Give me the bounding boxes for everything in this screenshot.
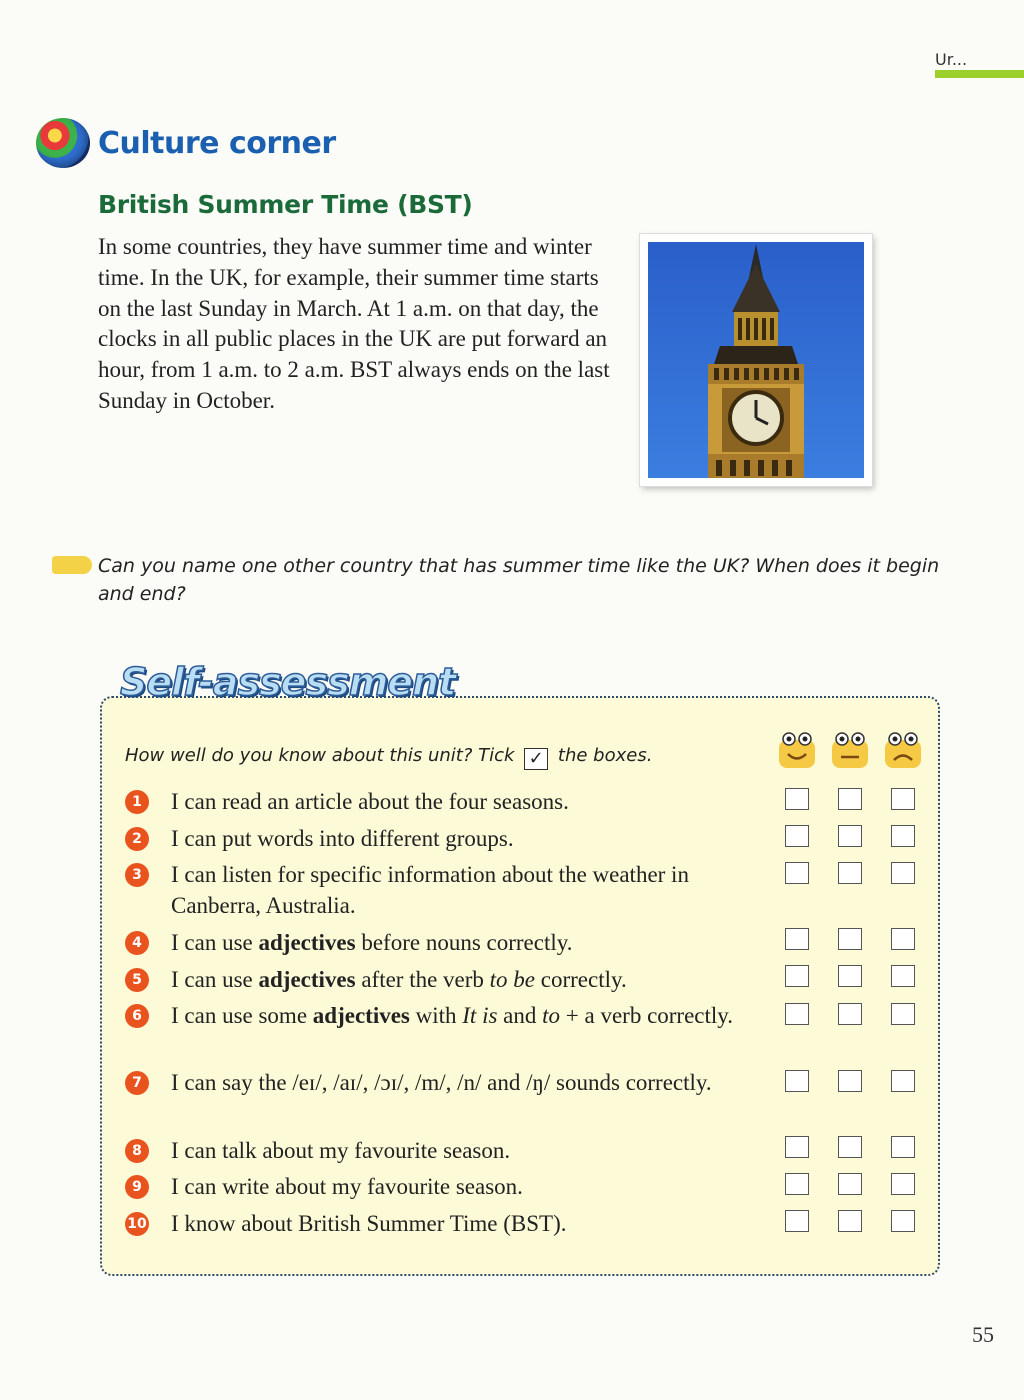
item-text: [171, 1001, 771, 1032]
item-text-part: correctly.: [535, 967, 627, 992]
unit-tab-bar: [935, 70, 1024, 78]
happy-rating-checkbox[interactable]: [785, 928, 809, 950]
item-text-part: adjectives: [312, 1003, 410, 1028]
happy-rating-checkbox[interactable]: [785, 1136, 809, 1158]
item-text-part: after the verb: [355, 967, 490, 992]
item-text-part: I can write about my favourite season.: [171, 1174, 523, 1199]
item-text-part: to: [542, 1003, 561, 1028]
sad-rating-checkbox[interactable]: [891, 1070, 915, 1092]
neutral-rating-checkbox[interactable]: [838, 862, 862, 884]
item-number-badge: 3: [125, 863, 149, 887]
sad-rating-checkbox[interactable]: [891, 825, 915, 847]
neutral-rating-checkbox[interactable]: [838, 965, 862, 987]
neutral-rating-checkbox[interactable]: [838, 1070, 862, 1092]
item-number-badge: 2: [125, 827, 149, 851]
item-text: [171, 824, 771, 855]
item-text: [171, 965, 771, 996]
self-assessment-title: Self-assessment: [120, 660, 456, 704]
unit-tab-label: Ur...: [935, 50, 968, 69]
sad-rating-checkbox[interactable]: [891, 1173, 915, 1195]
item-text-part: I can use: [171, 967, 259, 992]
sad-rating-checkbox[interactable]: [891, 928, 915, 950]
item-text-part: to be: [489, 967, 536, 992]
sad-rating-checkbox[interactable]: [891, 788, 915, 810]
neutral-rating-checkbox[interactable]: [838, 928, 862, 950]
item-text-part: I can read an article about the four seasons.: [171, 789, 569, 814]
article-title: British Summer Time (BST): [98, 190, 473, 219]
neutral-rating-checkbox[interactable]: [838, 1173, 862, 1195]
item-text: [171, 1068, 771, 1099]
unit-tab: [935, 50, 1024, 80]
big-ben-icon: [648, 242, 864, 478]
happy-rating-checkbox[interactable]: [785, 1003, 809, 1025]
happy-rating-checkbox[interactable]: [785, 862, 809, 884]
item-text-part: I know about British Summer Time (BST).: [171, 1211, 567, 1236]
sad-rating-checkbox[interactable]: [891, 965, 915, 987]
item-text: [171, 928, 771, 959]
item-text: [171, 860, 771, 922]
happy-rating-checkbox[interactable]: [785, 825, 809, 847]
question-text: Can you name one other country that has summer time like the UK? When does it begin and end?: [98, 555, 940, 605]
item-text-part: + a verb correctly.: [560, 1003, 734, 1028]
neutral-face-icon: [830, 730, 870, 770]
item-text-part: I can use some: [171, 1003, 313, 1028]
item-text-part: I can talk about my favourite season.: [171, 1138, 511, 1163]
sad-rating-checkbox[interactable]: [891, 862, 915, 884]
tick-sample-box: ✓: [524, 748, 548, 770]
sad-face-icon: [883, 730, 923, 770]
item-number-badge: 7: [125, 1071, 149, 1095]
page-number: 55: [972, 1322, 994, 1347]
item-text-part: I can put words into different groups.: [171, 826, 514, 851]
happy-face-icon: [777, 730, 817, 770]
neutral-rating-checkbox[interactable]: [838, 1210, 862, 1232]
item-text-part: I can say the /eɪ/, /aɪ/, /ɔɪ/, /m/, /n/ and /ŋ/ sounds correctly.: [171, 1070, 712, 1095]
happy-rating-checkbox[interactable]: [785, 965, 809, 987]
question-marker: [52, 556, 92, 574]
neutral-rating-checkbox[interactable]: [838, 788, 862, 810]
item-number-badge: 1: [125, 790, 149, 814]
neutral-rating-checkbox[interactable]: [838, 1003, 862, 1025]
sad-rating-checkbox[interactable]: [891, 1003, 915, 1025]
item-text: [171, 1209, 771, 1240]
big-ben-photo: [640, 234, 872, 486]
item-text-part: I can listen for specific information about the weather in Canberra, Australia.: [171, 862, 689, 918]
item-text: [171, 787, 771, 818]
sad-rating-checkbox[interactable]: [891, 1210, 915, 1232]
neutral-rating-checkbox[interactable]: [838, 825, 862, 847]
item-text-part: I can use: [171, 930, 259, 955]
instruction-before: How well do you know about this unit? Tick: [125, 745, 515, 766]
sad-rating-checkbox[interactable]: [891, 1136, 915, 1158]
neutral-rating-checkbox[interactable]: [838, 1136, 862, 1158]
item-number-badge: 10: [125, 1212, 149, 1236]
section-title: Culture corner: [98, 126, 336, 161]
item-number-badge: 4: [125, 931, 149, 955]
happy-rating-checkbox[interactable]: [785, 788, 809, 810]
item-text-part: adjectives: [258, 930, 356, 955]
happy-rating-checkbox[interactable]: [785, 1070, 809, 1092]
item-text: [171, 1172, 771, 1203]
item-text-part: and: [497, 1003, 543, 1028]
self-assessment-instruction: [125, 745, 652, 770]
item-text-part: with: [409, 1003, 463, 1028]
article-body: In some countries, they have summer time and winter time. In the UK, for example, their summer time starts on the last Sunday in March. At 1 a.m. on that day, the clocks in all public places in the UK are put forward an hour, from 1 a.m. to 2 a.m. BST always ends on the last Sunday in October.: [98, 234, 610, 413]
item-text: [171, 1136, 771, 1167]
happy-rating-checkbox[interactable]: [785, 1173, 809, 1195]
item-text-part: adjectives: [258, 967, 356, 992]
item-number-badge: 5: [125, 968, 149, 992]
item-number-badge: 8: [125, 1139, 149, 1163]
happy-rating-checkbox[interactable]: [785, 1210, 809, 1232]
instruction-after: the boxes.: [557, 745, 653, 766]
item-text-part: It is: [462, 1003, 498, 1028]
globe-icon: [36, 118, 90, 168]
item-number-badge: 9: [125, 1175, 149, 1199]
item-number-badge: 6: [125, 1004, 149, 1028]
item-text-part: before nouns correctly.: [355, 930, 573, 955]
